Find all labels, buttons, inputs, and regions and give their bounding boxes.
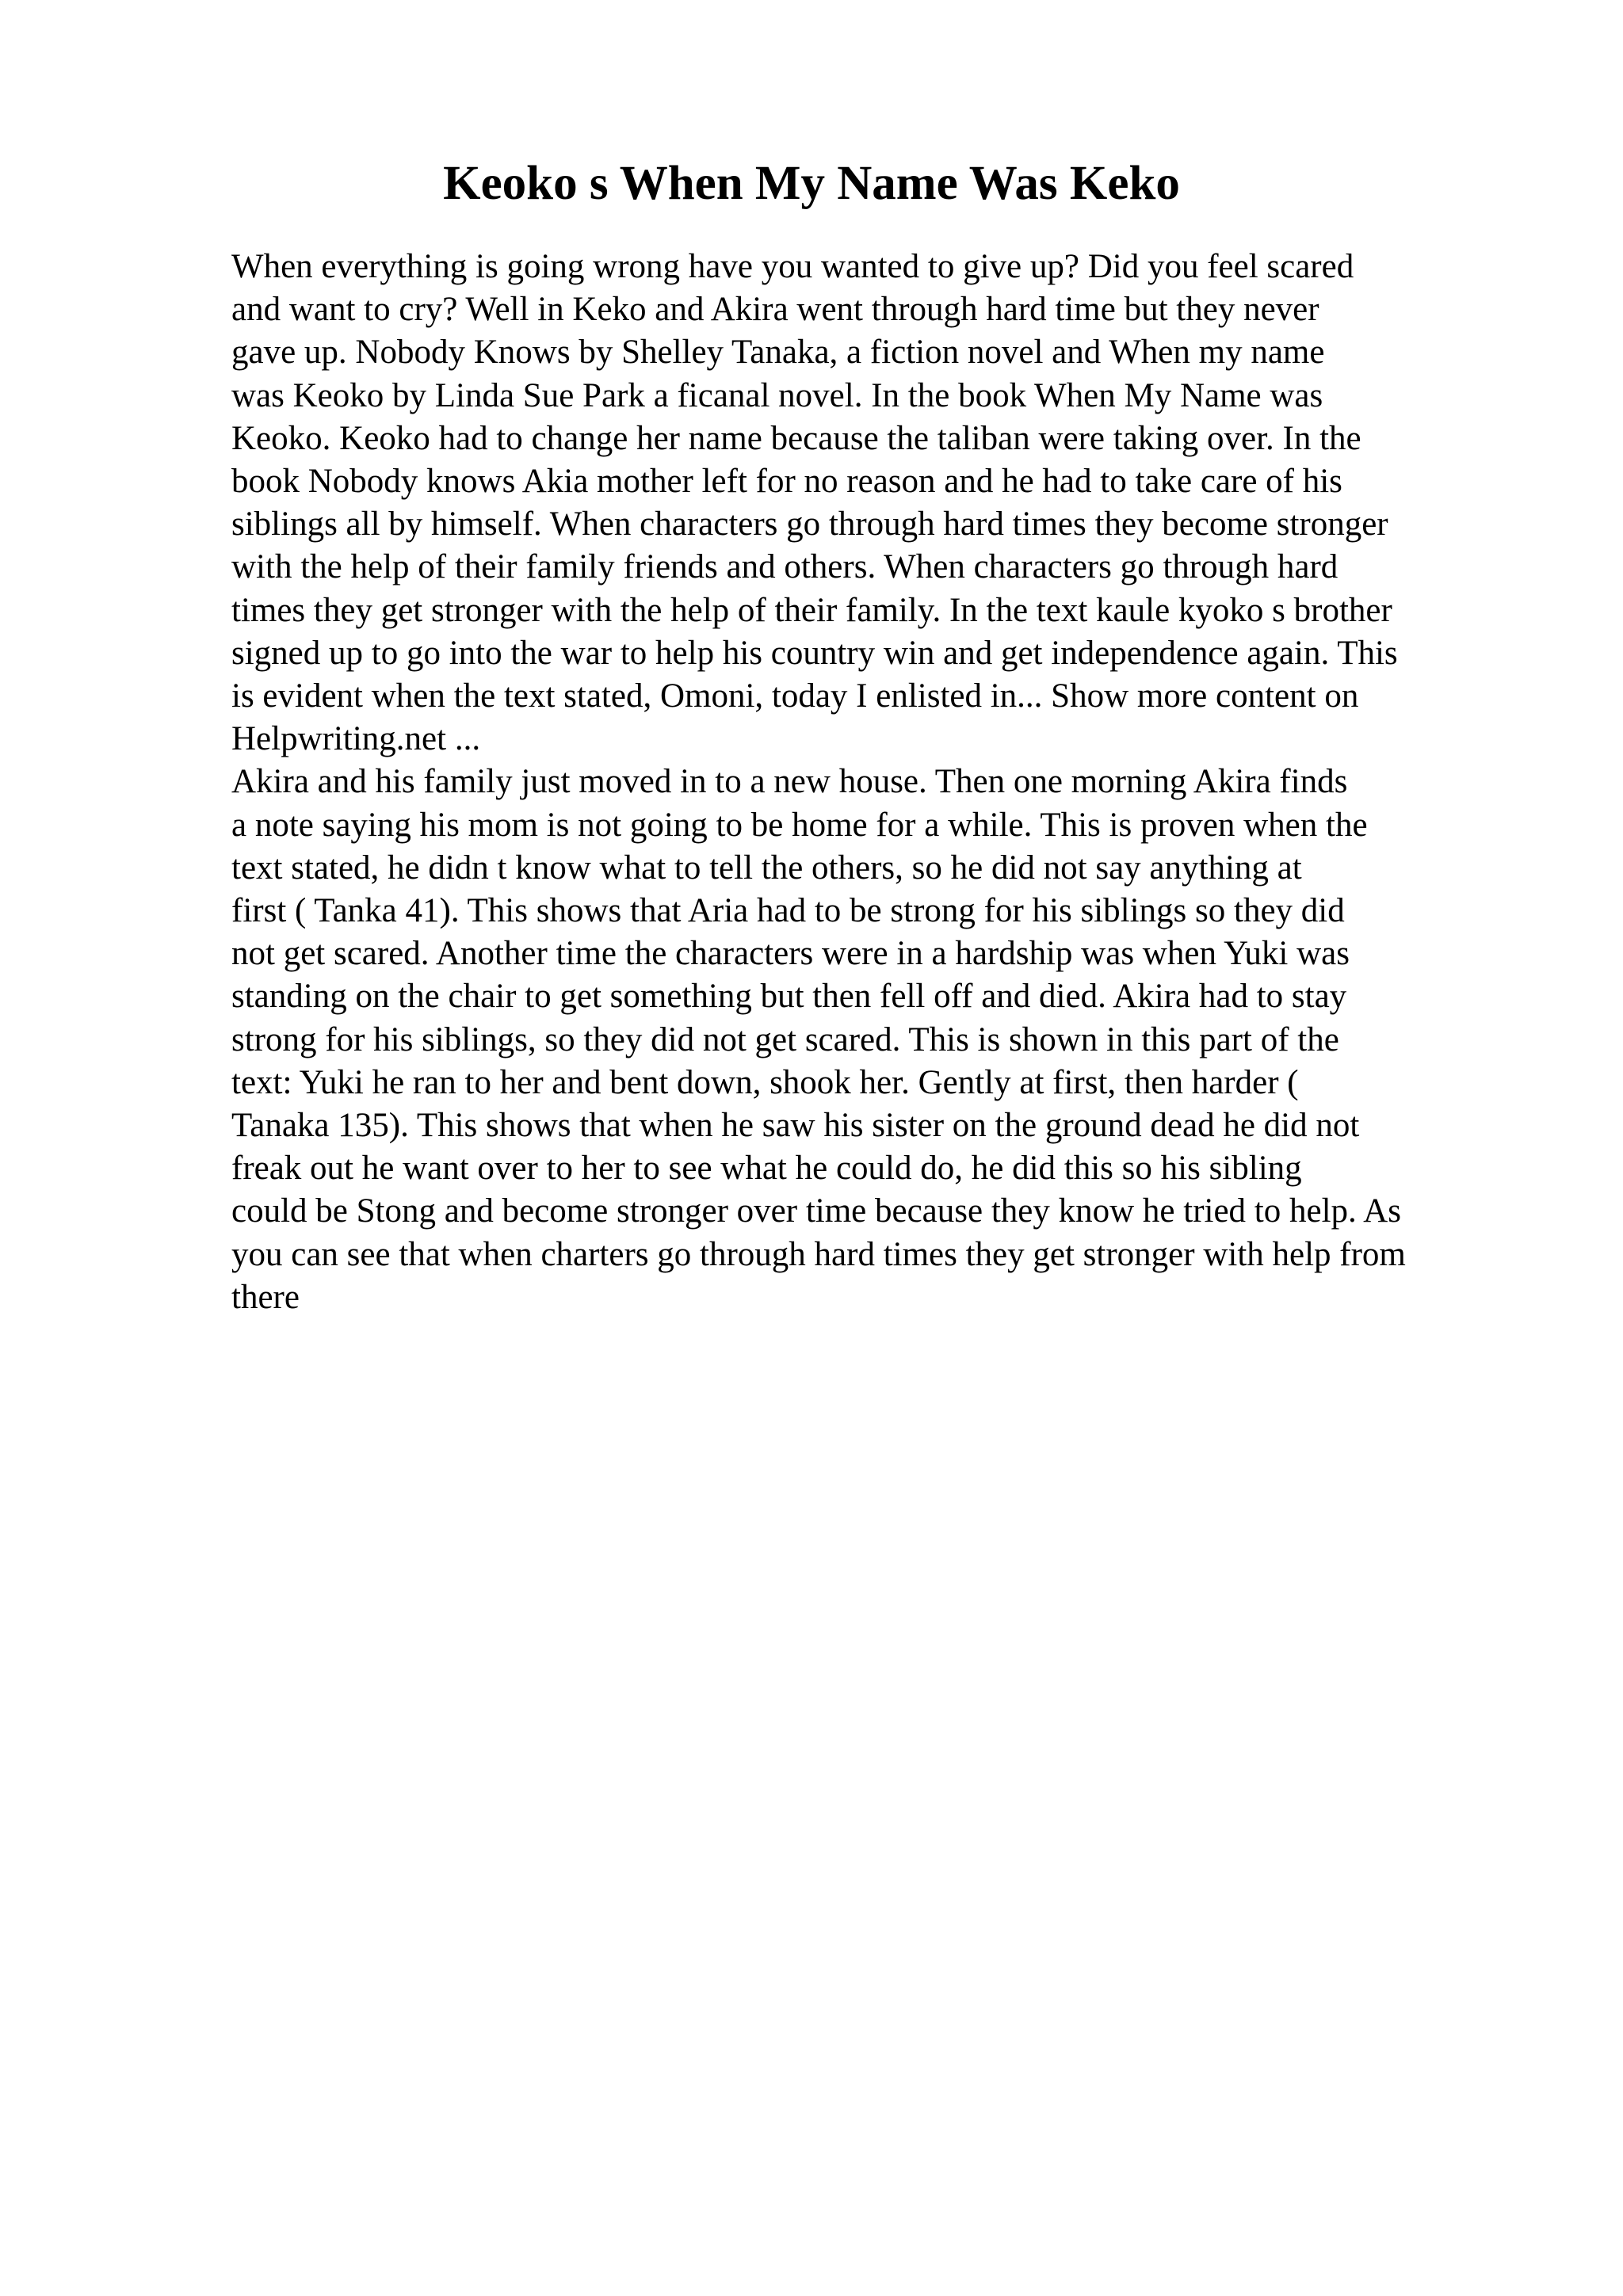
body-line: and want to cry? Well in Keko and Akira went through hard time but they never [231, 291, 1319, 329]
body-line: times they get stronger with the help of their family. In the text kaule kyoko s brother [231, 591, 1392, 629]
body-line: freak out he want over to her to see what he could do, he did this so his sibling [231, 1150, 1302, 1188]
body-line: could be Stong and become stronger over time because they know he tried to help. As [231, 1192, 1401, 1230]
body-line: was Keoko by Linda Sue Park a ficanal novel. In the book When My Name was [231, 376, 1323, 414]
body-line: Akira and his family just moved in to a new house. Then one morning Akira finds [231, 763, 1348, 801]
body-line: When everything is going wrong have you wanted to give up? Did you feel scared [231, 248, 1354, 285]
body-line: standing on the chair to get something but then fell off and died. Akira had to stay [231, 978, 1347, 1016]
body-line: Helpwriting.net ... [231, 720, 481, 758]
body-line: strong for his siblings, so they did not get scared. This is shown in this part of the [231, 1020, 1339, 1058]
body-line: not get scared. Another time the characters were in a hardship was when Yuki was [231, 935, 1350, 973]
document-title: Keoko s When My Name Was Keko [443, 157, 1180, 210]
body-line: signed up to go into the war to help his country win and get independence again. This [231, 634, 1398, 672]
body-line: with the help of their family friends and others. When characters go through hard [231, 548, 1338, 586]
body-line: text: Yuki he ran to her and bent down, shook her. Gently at first, then harder ( [231, 1063, 1299, 1101]
body-line: Tanaka 135). This shows that when he saw his sister on the ground dead he did not [231, 1107, 1360, 1145]
body-line: siblings all by himself. When characters go through hard times they become stronger [231, 505, 1388, 543]
body-line: gave up. Nobody Knows by Shelley Tanaka, a fiction novel and When my name [231, 334, 1325, 372]
body-line: Keoko. Keoko had to change her name because the taliban were taking over. In the [231, 419, 1361, 457]
body-line: a note saying his mom is not going to be home for a while. This is proven when the [231, 806, 1368, 844]
body-line: there [231, 1278, 300, 1316]
body-line: is evident when the text stated, Omoni, today I enlisted in... Show more content on [231, 677, 1359, 715]
body-line: book Nobody knows Akia mother left for no reason and he had to take care of his [231, 463, 1342, 501]
body-line: you can see that when charters go through hard times they get stronger with help from [231, 1235, 1406, 1273]
body-line: first ( Tanka 41). This shows that Aria had to be strong for his siblings so they did [231, 892, 1345, 930]
document-body [231, 246, 1515, 1319]
body-line: text stated, he didn t know what to tell the others, so he did not say anything at [231, 849, 1302, 887]
